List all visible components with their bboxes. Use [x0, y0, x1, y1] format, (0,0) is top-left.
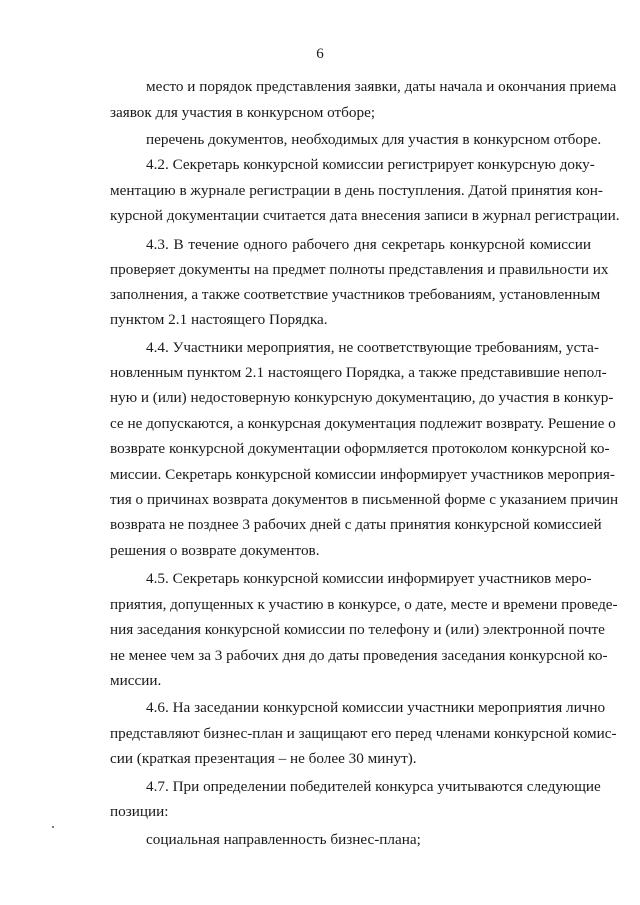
text-line: ную и (или) недостоверную конкурсную документацию, до участия в конкур- [110, 389, 614, 406]
text-line: возврате конкурсной документации оформляется протоколом конкурсной ко- [110, 440, 610, 457]
text-line: приятия, допущенных к участию в конкурсе, о дате, месте и времени проведе- [110, 596, 618, 613]
text-line: 4.4. Участники мероприятия, не соответствующие требованиям, уста- [146, 339, 599, 356]
text-line: позиции: [110, 803, 169, 820]
text-line: пунктом 2.1 настоящего Порядка. [110, 311, 328, 328]
text-line: новленным пунктом 2.1 настоящего Порядка, а также представившие непол- [110, 364, 607, 381]
text-line: курсной документации считается дата внесения записи в журнал регистрации. [110, 207, 620, 224]
scan-speck [52, 826, 54, 828]
text-line: 4.2. Секретарь конкурсной комиссии регистрирует конкурсную доку- [146, 156, 595, 173]
text-line: возврата не позднее 3 рабочих дней с даты принятия конкурсной комиссией [110, 516, 602, 533]
text-line: сии (краткая презентация – не более 30 минут). [110, 750, 417, 767]
text-line: ния заседания конкурсной комиссии по телефону и (или) электронной почте [110, 621, 605, 638]
text-line: тия о причинах возврата документов в письменной форме с указанием причин [110, 491, 619, 508]
page-number: 6 [316, 46, 324, 62]
text-line: не менее чем за 3 рабочих дня до даты проведения заседания конкурсной ко- [110, 647, 608, 664]
text-line: представляют бизнес-план и защищают его перед членами конкурсной комис- [110, 725, 617, 742]
text-line: перечень документов, необходимых для участия в конкурсном отборе. [146, 131, 602, 148]
text-line: се не допускаются, а конкурсная документация подлежит возврату. Решение о [110, 415, 616, 432]
text-line: 4.6. На заседании конкурсной комиссии участники мероприятия лично [146, 699, 606, 716]
text-line: 4.7. При определении победителей конкурса учитываются следующие [146, 778, 601, 795]
text-line: проверяет документы на предмет полноты представления и правильности их [110, 261, 609, 278]
text-line: место и порядок представления заявки, даты начала и окончания приема [146, 78, 617, 95]
text-line: 4.3. В течение одного рабочего дня секретарь конкурсной комиссии [146, 236, 591, 253]
text-line: социальная направленность бизнес-плана; [146, 831, 421, 848]
text-line: миссии. [110, 672, 162, 689]
text-line: решения о возврате документов. [110, 542, 320, 559]
text-line: миссии. Секретарь конкурсной комиссии информирует участников мероприя- [110, 466, 615, 483]
text-line: заполнения, а также соответствие участников требованиям, установленным [110, 286, 601, 303]
text-line: заявок для участия в конкурсном отборе; [110, 104, 376, 121]
text-line: ментацию в журнале регистрации в день поступления. Датой принятия кон- [110, 182, 603, 199]
text-line: 4.5. Секретарь конкурсной комиссии информирует участников меро- [146, 570, 592, 587]
